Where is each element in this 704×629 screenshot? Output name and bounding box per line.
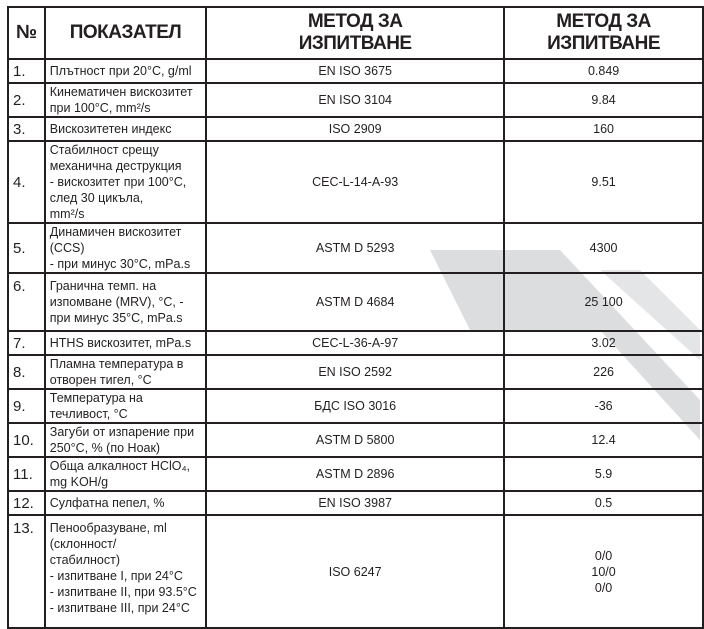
row-value — [504, 423, 703, 457]
table-row — [8, 83, 703, 117]
row-parameter — [45, 515, 206, 628]
parameter-line: Кинематичен вискозитет при 100°C, mm²/s — [49, 85, 193, 115]
value-line: 160 — [593, 122, 614, 136]
row-value — [504, 141, 703, 223]
header-row — [8, 7, 703, 59]
row-number: 11. — [8, 457, 45, 491]
row-value — [504, 491, 703, 515]
row-method: ASTM D 2896 — [206, 457, 504, 491]
row-method: EN ISO 2592 — [206, 355, 504, 389]
table-row — [8, 223, 703, 273]
header-parameter: ПОКАЗАТЕЛ — [45, 7, 206, 59]
parameter-line: Стабилност срещу механична деструкция — [49, 143, 182, 173]
value-line: 4300 — [589, 241, 618, 255]
parameter-line: Плътност при 20°C, g/ml — [49, 64, 192, 78]
row-method: ISO 2909 — [206, 117, 504, 141]
parameter-line: Вискозитетен индекс — [49, 122, 172, 136]
row-parameter — [45, 273, 206, 331]
parameter-line: - вискозитет при 100°C, след 30 цикъла, — [49, 175, 187, 205]
row-number: 3. — [8, 117, 45, 141]
parameter-line: Пламна температура в отворен тигел, °C — [49, 357, 184, 387]
parameter-line: - при минус 30°C, mPa.s — [49, 257, 191, 271]
value-line: 3.02 — [591, 336, 616, 350]
row-number: 8. — [8, 355, 45, 389]
row-method: EN ISO 3675 — [206, 59, 504, 83]
table-row — [8, 491, 703, 515]
row-parameter — [45, 59, 206, 83]
row-number: 9. — [8, 389, 45, 423]
header-method: МЕТОД ЗА ИЗПИТВАНЕ — [206, 7, 504, 59]
value-line: 0.5 — [594, 496, 613, 510]
row-number: 13. — [8, 515, 45, 628]
row-method: EN ISO 3987 — [206, 491, 504, 515]
table-row — [8, 389, 703, 423]
table-row — [8, 355, 703, 389]
parameter-line: mm²/s — [49, 207, 85, 221]
row-number: 10. — [8, 423, 45, 457]
row-method: EN ISO 3104 — [206, 83, 504, 117]
row-value — [504, 59, 703, 83]
value-line: 0/0 — [594, 548, 613, 563]
value-line: 0.849 — [587, 64, 620, 78]
row-parameter — [45, 423, 206, 457]
row-value — [504, 389, 703, 423]
row-value — [504, 355, 703, 389]
row-value — [504, 457, 703, 491]
row-number: 4. — [8, 141, 45, 223]
parameter-line: - изпитване III, при 24°C — [49, 601, 190, 615]
row-parameter — [45, 491, 206, 515]
table-row — [8, 423, 703, 457]
value-line: 25 100 — [584, 295, 623, 309]
table-row — [8, 117, 703, 141]
value-line: 226 — [593, 365, 614, 379]
row-parameter — [45, 117, 206, 141]
row-method: ASTM D 5293 — [206, 223, 504, 273]
parameter-line: Температура на течливост, °C — [49, 391, 143, 421]
row-value — [504, 83, 703, 117]
parameter-line: - изпитване II, при 93.5°C — [49, 585, 197, 599]
row-method: ASTM D 4684 — [206, 273, 504, 331]
value-line: 9.84 — [591, 93, 616, 107]
row-value — [504, 331, 703, 355]
value-line: 9.51 — [591, 175, 616, 189]
table-row — [8, 331, 703, 355]
row-method: CEC-L-14-A-93 — [206, 141, 504, 223]
header-no: № — [8, 7, 45, 59]
table-row — [8, 141, 703, 223]
parameter-line: Динамичен вискозитет (CCS) — [49, 225, 182, 255]
parameter-line: Гранична темп. на изпомване (MRV), °C, - — [49, 279, 184, 309]
specs-table — [7, 6, 704, 629]
row-number: 7. — [8, 331, 45, 355]
row-value — [504, 223, 703, 273]
table-row — [8, 273, 703, 331]
value-line: 10/0 — [591, 564, 616, 579]
row-parameter — [45, 331, 206, 355]
parameter-line: Сулфатна пепел, % — [49, 496, 165, 510]
table-row — [8, 457, 703, 491]
table-row — [8, 515, 703, 628]
row-method: ASTM D 5800 — [206, 423, 504, 457]
row-number: 2. — [8, 83, 45, 117]
parameter-line: Обща алкалност HClO₄, mg KOH/g — [49, 459, 191, 489]
row-number: 6. — [8, 273, 45, 331]
parameter-line: - изпитване I, при 24°C — [49, 569, 183, 583]
row-number: 5. — [8, 223, 45, 273]
parameter-line: Загуби от изпарение при 250°C, % (по Ноак) — [49, 425, 195, 455]
row-value — [504, 515, 703, 628]
table-row — [8, 59, 703, 83]
row-method: CEC-L-36-A-97 — [206, 331, 504, 355]
parameter-line: HTHS вискозитет, mPa.s — [49, 336, 192, 350]
row-method: БДС ISO 3016 — [206, 389, 504, 423]
value-line: -36 — [594, 399, 613, 413]
row-parameter — [45, 389, 206, 423]
row-method: ISO 6247 — [206, 515, 504, 628]
row-parameter — [45, 223, 206, 273]
row-parameter — [45, 83, 206, 117]
value-line: 0/0 — [594, 580, 613, 595]
row-value — [504, 117, 703, 141]
value-line: 5.9 — [594, 467, 613, 481]
header-value: МЕТОД ЗА ИЗПИТВАНЕ — [504, 7, 703, 59]
value-line: 12.4 — [591, 433, 616, 447]
parameter-line: стабилност) — [49, 553, 120, 567]
row-parameter — [45, 355, 206, 389]
row-value — [504, 273, 703, 331]
row-parameter — [45, 141, 206, 223]
row-number: 12. — [8, 491, 45, 515]
parameter-line: Пенообразуване, ml (склонност/ — [49, 521, 167, 551]
row-number: 1. — [8, 59, 45, 83]
parameter-line: при минус 35°C, mPa.s — [49, 311, 183, 325]
row-parameter — [45, 457, 206, 491]
